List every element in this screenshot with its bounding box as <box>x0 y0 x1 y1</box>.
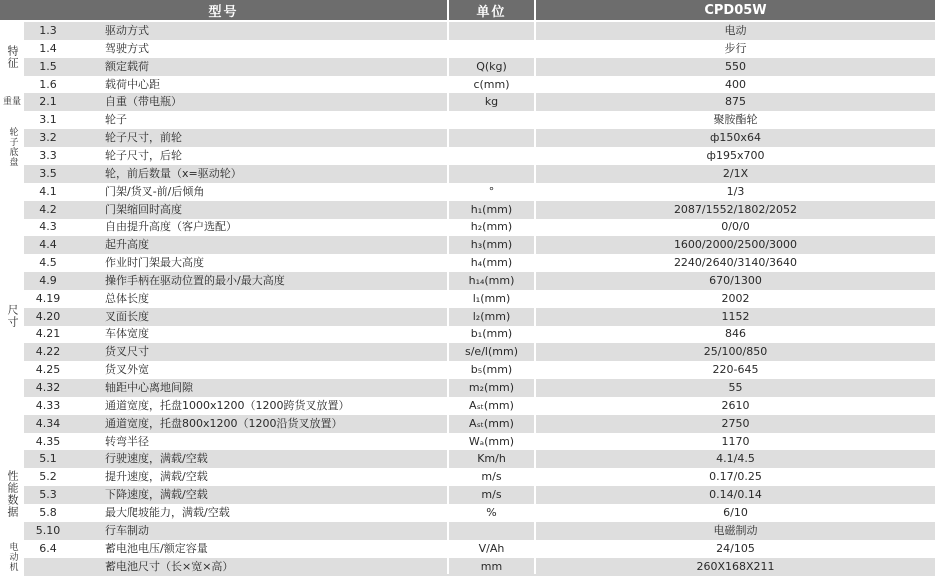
spec-unit: m₂(mm) <box>468 381 515 394</box>
table-row <box>24 504 935 522</box>
spec-number: 5.10 <box>35 523 61 537</box>
spec-unit <box>449 22 534 40</box>
spec-unit <box>449 165 534 183</box>
table-row <box>24 58 935 76</box>
column-header-model: 型号 <box>0 0 447 20</box>
spec-unit: Aₛₜ(mm) <box>469 398 514 412</box>
spec-unit: ° <box>488 184 495 198</box>
spec-value: 2750 <box>721 416 750 430</box>
table-row <box>24 201 935 219</box>
spec-value: 0.17/0.25 <box>709 470 762 484</box>
spec-number: 4.2 <box>39 202 57 216</box>
spec-name: 蓄电池尺寸（长×宽×高） <box>105 559 234 573</box>
spec-unit: Q(kg) <box>476 59 507 73</box>
spec-value: 550 <box>725 59 746 73</box>
spec-value: 电动 <box>724 24 747 37</box>
table-row <box>24 540 935 558</box>
table-row <box>24 397 935 415</box>
spec-number: 4.32 <box>35 381 61 394</box>
spec-name: 叉面长度 <box>105 309 149 323</box>
spec-name: 货叉外宽 <box>105 363 149 377</box>
spec-value: 25/100/850 <box>703 345 768 359</box>
spec-unit: Km/h <box>477 452 506 466</box>
table-row <box>24 76 935 94</box>
spec-unit: c(mm) <box>473 77 510 91</box>
spec-unit: kg <box>484 95 499 109</box>
table-row <box>24 379 935 397</box>
table-row <box>24 147 935 165</box>
spec-name: 自由提升高度（客户选配） <box>105 220 237 234</box>
column-header-unit: 单位 <box>449 0 534 20</box>
spec-value: 1600/2000/2500/3000 <box>673 238 798 252</box>
table-row <box>24 165 935 183</box>
table-row <box>24 93 935 111</box>
spec-unit: h₁(mm) <box>470 202 513 216</box>
spec-value: 846 <box>725 327 746 341</box>
table-row <box>24 218 935 236</box>
spec-number: 4.9 <box>39 273 57 287</box>
table-row <box>24 450 935 468</box>
spec-number: 5.8 <box>39 505 57 519</box>
spec-number: 1.5 <box>39 59 57 73</box>
spec-number <box>24 558 72 576</box>
table-row <box>24 522 935 540</box>
spec-value: 24/105 <box>716 541 755 555</box>
spec-number: 3.3 <box>39 148 57 162</box>
spec-number: 3.2 <box>39 131 57 145</box>
spec-value: 1170 <box>721 434 750 448</box>
table-row <box>24 415 935 433</box>
spec-number: 4.25 <box>35 363 61 377</box>
table-row <box>24 183 935 201</box>
spec-unit <box>449 522 534 540</box>
spec-name: 提升速度，满载/空载 <box>105 470 208 484</box>
spec-name: 轮子尺寸，后轮 <box>105 148 182 162</box>
spec-value: 1/3 <box>726 184 745 198</box>
spec-name: 行驶速度，满载/空载 <box>105 452 208 466</box>
table-row <box>24 486 935 504</box>
spec-number: 3.5 <box>39 166 57 180</box>
table-row <box>24 22 935 40</box>
spec-number: 5.2 <box>39 470 57 484</box>
spec-unit: Wₐ(mm) <box>468 434 515 448</box>
spec-number: 4.21 <box>35 327 61 341</box>
spec-name: 通道宽度，托盘1000x1200（1200跨货叉放置） <box>105 398 350 412</box>
table-row <box>24 361 935 379</box>
table-row <box>24 40 935 58</box>
group-label-dimensions: 尺寸 <box>6 304 19 328</box>
spec-unit: s/e/l(mm) <box>465 345 518 359</box>
spec-number: 4.33 <box>35 398 61 412</box>
spec-value: ф150x64 <box>710 131 761 145</box>
spec-value: 聚胺酯轮 <box>713 113 758 127</box>
spec-value: 875 <box>725 95 746 109</box>
spec-number: 4.5 <box>39 256 57 270</box>
table-row <box>24 433 935 451</box>
spec-unit: mm <box>480 559 503 573</box>
table-row <box>24 325 935 343</box>
spec-value: 2610 <box>721 398 750 412</box>
spec-number: 6.4 <box>39 541 57 555</box>
spec-name: 驾驶方式 <box>105 41 149 55</box>
spec-name: 轮子 <box>105 113 127 127</box>
spec-value: 0.14/0.14 <box>709 488 762 502</box>
spec-name: 自重（带电瓶） <box>105 95 182 109</box>
spec-name: 转弯半径 <box>105 434 149 448</box>
spec-unit: m/s <box>481 470 502 484</box>
group-label-wheels-chassis: 轮子底盘 <box>7 127 18 167</box>
spec-name: 车体宽度 <box>105 327 149 341</box>
spec-name: 轮，前后数量（x=驱动轮） <box>105 166 242 180</box>
spec-value: 2/1X <box>722 166 749 180</box>
spec-unit: h₁₄(mm) <box>468 273 515 287</box>
spec-name: 下降速度，满载/空载 <box>105 488 208 502</box>
spec-unit: % <box>486 505 497 519</box>
spec-value: 2087/1552/1802/2052 <box>673 202 798 216</box>
spec-value: 1152 <box>721 309 750 323</box>
table-row <box>24 308 935 326</box>
spec-unit: l₂(mm) <box>472 309 511 323</box>
spec-number: 5.1 <box>39 452 57 466</box>
table-row <box>24 111 935 129</box>
spec-number: 3.1 <box>39 113 57 127</box>
spec-value: ф195x700 <box>706 148 765 162</box>
spec-name: 额定载荷 <box>105 59 149 73</box>
spec-name: 货叉尺寸 <box>105 345 149 359</box>
table-row <box>24 343 935 361</box>
group-label-weight: 重量 <box>2 97 21 107</box>
spec-unit: m/s <box>481 488 502 502</box>
spec-unit: h₂(mm) <box>470 220 513 234</box>
spec-number: 4.34 <box>35 416 61 430</box>
spec-name: 通道宽度，托盘800x1200（1200沿货叉放置） <box>105 416 343 430</box>
spec-unit: b₁(mm) <box>470 327 513 341</box>
group-label-motor: 电动机 <box>7 542 18 572</box>
spec-value: 电磁制动 <box>713 523 758 537</box>
spec-name: 操作手柄在驱动位置的最小/最大高度 <box>105 273 285 287</box>
spec-value: 55 <box>728 381 743 394</box>
spec-name: 轮子尺寸，前轮 <box>105 131 182 145</box>
spec-value: 0/0/0 <box>721 220 750 234</box>
spec-unit: h₄(mm) <box>470 256 513 270</box>
group-label-features: 特征 <box>6 45 19 69</box>
spec-unit <box>449 40 534 58</box>
table-row <box>24 272 935 290</box>
spec-value: 2240/2640/3140/3640 <box>673 256 798 270</box>
spec-number: 4.19 <box>35 291 61 305</box>
spec-unit: Aₛₜ(mm) <box>469 416 514 430</box>
spec-number: 4.1 <box>39 184 57 198</box>
spec-number: 4.20 <box>35 309 61 323</box>
spec-name: 载荷中心距 <box>105 77 160 91</box>
spec-number: 5.3 <box>39 488 57 502</box>
column-header-value: CPD05W <box>536 0 935 20</box>
spec-value: 步行 <box>724 41 747 55</box>
spec-value: 400 <box>725 77 746 91</box>
spec-number: 1.6 <box>39 77 57 91</box>
table-row <box>24 254 935 272</box>
spec-name: 蓄电池电压/额定容量 <box>105 541 208 555</box>
group-label-performance: 性能数据 <box>6 470 19 518</box>
table-row <box>24 290 935 308</box>
spec-name: 门架缩回时高度 <box>105 202 182 216</box>
spec-number: 2.1 <box>39 95 57 109</box>
spec-number: 4.35 <box>35 434 61 448</box>
spec-unit <box>449 111 534 129</box>
spec-unit <box>449 147 534 165</box>
spec-value: 4.1/4.5 <box>716 452 755 466</box>
spec-number: 1.4 <box>39 41 57 55</box>
spec-number: 1.3 <box>39 24 57 37</box>
spec-number: 4.22 <box>35 345 61 359</box>
spec-value: 220-645 <box>712 363 759 377</box>
spec-name: 作业时门架最大高度 <box>105 256 204 270</box>
spec-value: 260X168X211 <box>696 559 775 573</box>
spec-unit: h₃(mm) <box>470 238 513 252</box>
spec-name: 门架/货叉-前/后倾角 <box>105 184 205 198</box>
spec-name: 驱动方式 <box>105 24 149 37</box>
table-row <box>24 129 935 147</box>
spec-value: 6/10 <box>723 505 748 519</box>
spec-unit <box>449 129 534 147</box>
table-row <box>24 558 935 576</box>
table-row <box>24 468 935 486</box>
spec-name: 最大爬坡能力，满载/空载 <box>105 505 230 519</box>
spec-unit: b₅(mm) <box>470 363 513 377</box>
spec-name: 行车制动 <box>105 523 149 537</box>
column-divider <box>447 20 449 574</box>
spec-name: 总体长度 <box>105 291 149 305</box>
table-row <box>24 236 935 254</box>
spec-name: 起升高度 <box>105 238 149 252</box>
spec-value: 670/1300 <box>709 273 762 287</box>
spec-name: 轴距中心离地间隙 <box>105 381 193 394</box>
spec-number: 4.4 <box>39 238 57 252</box>
spec-number: 4.3 <box>39 220 57 234</box>
column-divider <box>534 20 536 574</box>
spec-value: 2002 <box>721 291 750 305</box>
spec-unit: l₁(mm) <box>472 291 511 305</box>
spec-unit: V/Ah <box>478 541 505 555</box>
